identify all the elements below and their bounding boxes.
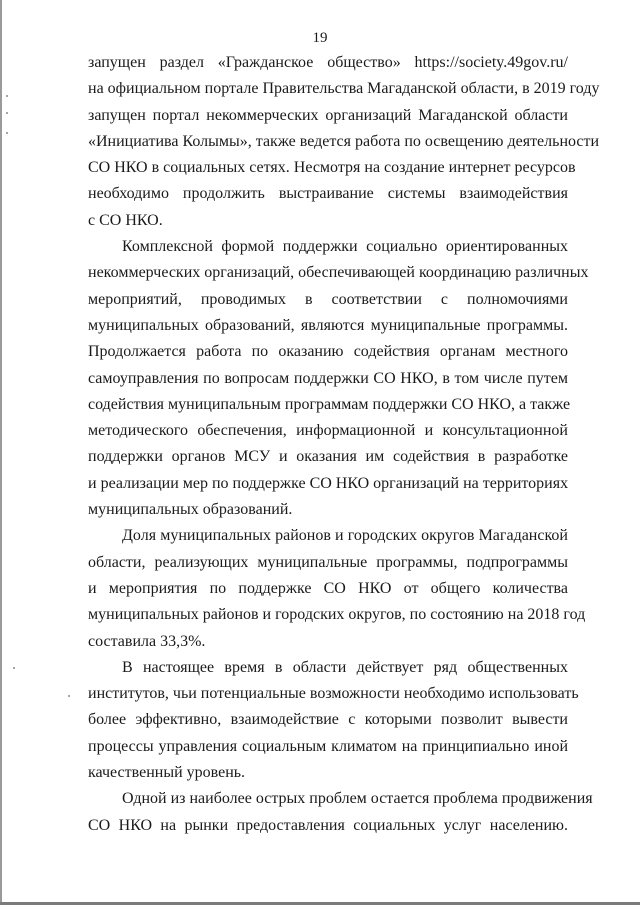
scan-speck [6,112,8,114]
scan-speck [13,667,15,669]
text-line: необходимо продолжить выстраивание системы взаимодействия [88,185,568,203]
text-line: муниципальных районов и городских округов, по состоянию на 2018 год [88,606,586,624]
text-line: на официальном портале Правительства Магаданской области, в 2019 году [88,80,600,98]
paragraph [88,234,589,523]
text-line: муниципальных образований, являются муниципальные программы. [88,316,568,334]
text-line: В настоящее время в области действует ряд общественных [122,658,568,676]
text-line: СО НКО в социальных сетях. Несмотря на создание интернет ресурсов [88,159,576,177]
text-line: Доля муниципальных районов и городских округов Магаданской [122,527,568,545]
text-line: процессы управления социальным климатом на принципиально иной [88,737,568,755]
page-number: 19 [312,30,328,46]
paragraph [88,523,586,654]
text-line: составила 33,3%. [88,632,206,650]
text-line: и реализации мер по поддержке СО НКО организаций на территориях [88,474,569,492]
scan-speck [6,95,8,97]
text-line: мероприятий, проводимых в соответствии с полномочиями [88,290,568,308]
text-line: области, реализующих муниципальные программы, подпрограммы [88,553,568,571]
document-body [88,50,600,839]
text-line: с СО НКО. [88,211,163,229]
text-line: Продолжается работа по оказанию содействия органам местного [88,343,568,361]
text-line: СО НКО на рынки предоставления социальных услуг населению. [88,816,568,834]
text-line: Комплексной формой поддержки социально ориентированных [122,238,568,256]
text-line: Одной из наиболее острых проблем остается проблема продвижения [122,790,593,808]
scan-speck [68,695,70,697]
text-line: институтов, чьи потенциальные возможности необходимо использовать [88,685,579,703]
text-line: и мероприятия по поддержке СО НКО от общего количества [88,579,568,597]
text-line: запущен раздел «Гражданское общество» https://society.49gov.ru/ [88,54,568,71]
text-line: самоуправления по вопросам поддержки СО НКО, в том числе путем [88,369,568,387]
paragraph [88,50,600,234]
paragraph [88,655,579,786]
text-line: поддержки органов МСУ и оказания им содействия в разработке [88,448,568,466]
scan-speck [6,132,8,134]
text-line: более эффективно, взаимодействие с которыми позволит вывести [88,711,568,729]
text-line: «Инициатива Колымы», также ведется работа по освещению деятельности [88,132,600,150]
text-line: муниципальных образований. [88,501,293,519]
text-line: методического обеспечения, информационной и консультационной [88,422,568,440]
text-line: некоммерческих организаций, обеспечивающей координацию различных [88,264,589,282]
text-line: запущен портал некоммерческих организаций Магаданской области [88,106,568,124]
paragraph [88,786,593,839]
text-line: содействия муниципальным программам поддержки СО НКО, а также [88,395,571,413]
text-line: качественный уровень. [88,764,246,782]
scan-left-edge [0,0,2,905]
